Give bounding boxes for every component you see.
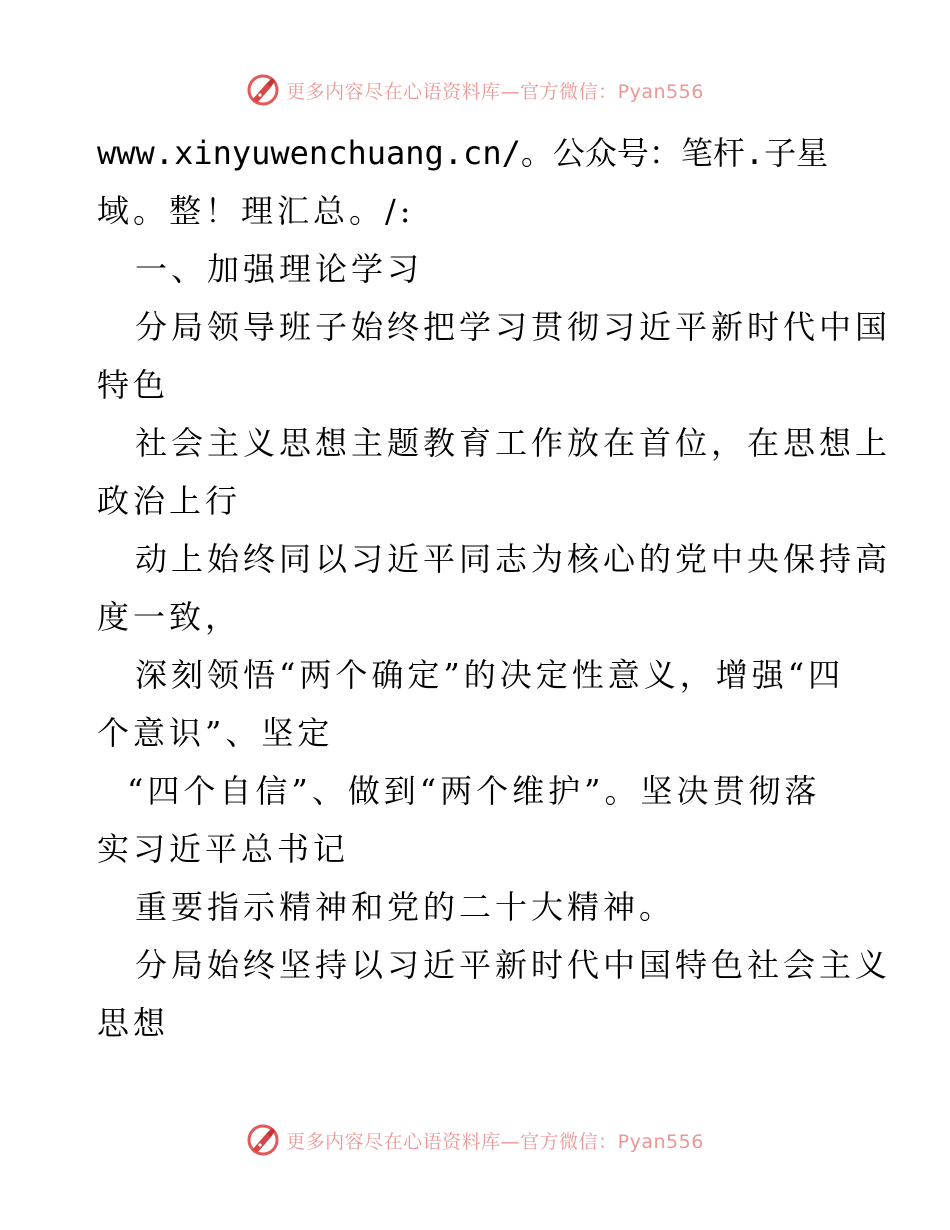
body-line-9: 度一致， — [97, 598, 242, 636]
body-line-13: 实习近平总书记 — [97, 830, 350, 868]
body-line-7: 政治上行 — [97, 482, 242, 520]
body-line-16: 思想 — [97, 1004, 170, 1042]
watermark-header — [0, 70, 950, 110]
body-line-2: 域。整！理汇总。/: — [97, 192, 415, 230]
body-line-15: 分局始终坚持以习近平新时代中国特色社会主义 — [135, 946, 892, 984]
body-line-4: 分局领导班子始终把学习贯彻习近平新时代中国 — [135, 308, 892, 346]
pen-nib-logo-icon — [246, 1123, 280, 1157]
body-line-6: 社会主义思想主题教育工作放在首位，在思想上 — [135, 424, 892, 462]
pen-nib-logo-icon — [246, 73, 280, 107]
body-line-14: 重要指示精神和党的二十大精神。 — [135, 888, 676, 926]
watermark-footer-group — [246, 1123, 704, 1157]
body-line-1: www.xinyuwenchuang.cn/。公众号：笔杆.子星 — [97, 134, 829, 172]
body-line-8: 动上始终同以习近平同志为核心的党中央保持高 — [135, 540, 892, 578]
body-line-10: 深刻领悟“两个确定”的决定性意义，增强“四 — [135, 656, 845, 694]
body-line-11: 个意识”、坚定 — [97, 714, 334, 752]
watermark-footer — [0, 1120, 950, 1160]
section-heading: 一、加强理论学习 — [135, 250, 424, 288]
watermark-header-group — [246, 73, 704, 107]
body-line-5: 特色 — [97, 366, 170, 404]
watermark-text: 更多内容尽在心语资料库—官方微信：Pyan556 — [286, 80, 704, 103]
document-body — [97, 124, 897, 1052]
body-line-12: “四个自信”、做到“两个维护”。坚决贯彻落 — [127, 772, 821, 810]
watermark-text: 更多内容尽在心语资料库—官方微信：Pyan556 — [286, 1130, 704, 1153]
